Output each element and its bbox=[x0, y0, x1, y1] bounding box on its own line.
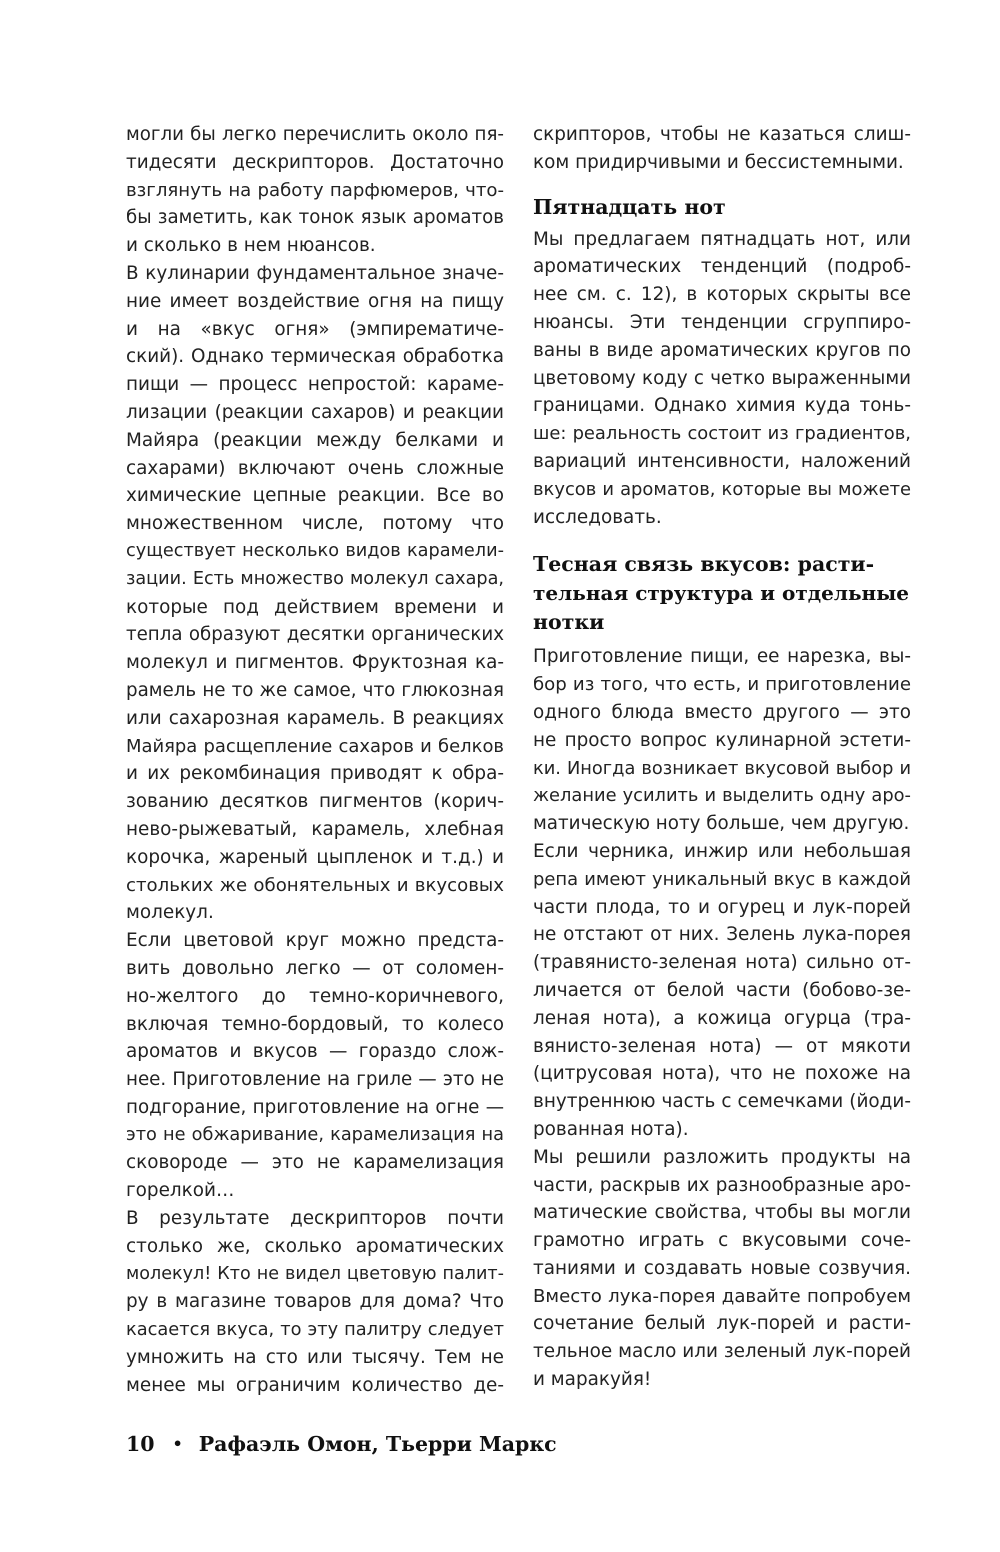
text-line: это не обжаривание, карамелизация на bbox=[126, 1124, 504, 1145]
text-line: (цитрусовая нота), что не похоже на bbox=[533, 1063, 911, 1085]
text-line: вкусов и ароматов, которые вы можете bbox=[533, 478, 911, 500]
text-line: зации. Есть множество молекул сахара, bbox=[126, 568, 504, 589]
text-line: но-желтого до темно-коричневого, bbox=[126, 985, 504, 1007]
text-line: рованная нота). bbox=[533, 1118, 689, 1140]
text-line: подгорание, приготовление на огне — bbox=[126, 1096, 504, 1118]
text-line: умножить на сто или тысячу. Тем не bbox=[126, 1347, 504, 1369]
text-line: бор из того, что есть, и приготовление bbox=[533, 674, 911, 696]
text-line: сахарами) включают очень сложные bbox=[126, 457, 504, 479]
text-line: вариаций интенсивности, наложений bbox=[533, 450, 911, 472]
text-line: ки. Иногда возникает вкусовой выбор и bbox=[533, 757, 911, 779]
text-line: не отстают от них. Зелень лука-порея bbox=[533, 924, 911, 946]
text-line: множественном числе, потому что bbox=[126, 513, 504, 535]
text-line: исследовать. bbox=[533, 506, 662, 528]
left-column bbox=[126, 121, 504, 1400]
text-line: внутреннюю часть с семечками (йоди- bbox=[533, 1091, 911, 1113]
footer-authors: Рафаэль Омон, Тьерри Маркс bbox=[198, 1432, 557, 1456]
text-line: лизации (реакции сахаров) и реакции bbox=[126, 401, 504, 423]
page-number: 10 bbox=[126, 1432, 155, 1456]
text-line: Майяра (реакции между белками и bbox=[126, 429, 504, 451]
text-line: тидесяти дескрипторов. Достаточно bbox=[126, 151, 504, 173]
text-line: Приготовление пищи, ее нарезка, вы- bbox=[533, 646, 911, 668]
text-line: репа имеют уникальный вкус в каждой bbox=[533, 868, 911, 890]
text-line: Мы предлагаем пятнадцать нот, или bbox=[533, 228, 911, 250]
text-line: и сколько в нем нюансов. bbox=[126, 235, 376, 257]
text-line: корочка, жареный цыпленок и т.д.) и bbox=[126, 846, 504, 868]
text-line: части плода, то и огурец и лук-порей bbox=[533, 896, 911, 918]
text-line: матические свойства, чтобы вы могли bbox=[533, 1202, 911, 1224]
text-line: таниями и создавать новые созвучия. bbox=[533, 1257, 911, 1279]
text-line: (травянисто-зеленая нота) сильно от- bbox=[533, 952, 911, 974]
text-line: границами. Однако химия куда тонь- bbox=[533, 395, 911, 417]
text-line: и их рекомбинация приводят к обра- bbox=[126, 763, 504, 785]
text-line: нево-рыжеватый, карамель, хлебная bbox=[126, 818, 504, 840]
text-line: столько же, сколько ароматических bbox=[126, 1235, 504, 1257]
text-line: леная нота), а кожица огурца (тра- bbox=[533, 1007, 911, 1029]
text-line: сковороде — это не карамелизация bbox=[126, 1152, 504, 1174]
text-line: взглянуть на работу парфюмеров, что- bbox=[126, 179, 504, 201]
section-heading-taste-connection bbox=[533, 550, 911, 637]
text-line: молекул! Кто не видел цветовую палит- bbox=[126, 1263, 504, 1284]
text-line: одного блюда вместо другого — это bbox=[533, 701, 911, 723]
text-line: части, раскрыв их разнообразные аро- bbox=[533, 1174, 911, 1196]
text-line: рамель не то же самое, что глюкозная bbox=[126, 679, 504, 701]
text-line: могли бы легко перечислить около пя- bbox=[126, 124, 504, 145]
page-footer bbox=[126, 1432, 557, 1456]
right-column bbox=[533, 121, 911, 1394]
text-line: тепла образуют десятки органических bbox=[126, 624, 504, 646]
text-line: химические цепные реакции. Все во bbox=[126, 485, 504, 507]
text-line: Если черника, инжир или небольшая bbox=[533, 840, 911, 862]
text-line: вянисто-зеленая нота) — от мякоти bbox=[533, 1035, 911, 1057]
text-line: ру в магазине товаров для дома? Что bbox=[126, 1291, 504, 1313]
text-line: бы заметить, как тонок язык ароматов bbox=[126, 207, 504, 229]
text-line: ше: реальность состоит из градиентов, bbox=[533, 423, 911, 445]
text-line: нее см. с. 12), в которых скрыты все bbox=[533, 284, 911, 306]
text-line: В кулинарии фундаментальное значе- bbox=[126, 262, 504, 284]
text-line: скрипторов, чтобы не казаться слиш- bbox=[533, 124, 911, 145]
text-line: ком придирчивыми и бессистемными. bbox=[533, 151, 904, 173]
text-line: тельное масло или зеленый лук-порей bbox=[533, 1341, 911, 1363]
text-line: ваны в виде ароматических кругов по bbox=[533, 339, 911, 361]
text-line: Вместо лука-порея давайте попробуем bbox=[533, 1285, 911, 1307]
text-line: стольких же обонятельных и вкусовых bbox=[126, 874, 504, 896]
bullet-separator: • bbox=[172, 1434, 183, 1453]
heading-line: нотки bbox=[533, 610, 605, 635]
text-line: сочетание белый лук-порей и расти- bbox=[533, 1313, 911, 1335]
text-line: горелкой… bbox=[126, 1180, 235, 1202]
text-line: В результате дескрипторов почти bbox=[126, 1208, 504, 1230]
text-line: которые под действием времени и bbox=[126, 596, 504, 618]
text-line: ние имеет воздействие огня на пищу bbox=[126, 290, 504, 312]
text-line: ский). Однако термическая обработка bbox=[126, 346, 504, 368]
text-line: молекул и пигментов. Фруктозная ка- bbox=[126, 652, 504, 674]
text-line: и на «вкус огня» (эмпирематиче- bbox=[126, 318, 504, 340]
text-line: Мы решили разложить продукты на bbox=[533, 1146, 911, 1168]
text-line: и маракуйя! bbox=[533, 1369, 652, 1391]
heading-line: тельная структура и отдельные bbox=[533, 581, 909, 606]
section-heading-fifteen-notes bbox=[533, 193, 911, 222]
text-line: нюансы. Эти тенденции сгруппиро- bbox=[533, 311, 911, 333]
text-line: грамотно играть с вкусовыми соче- bbox=[533, 1230, 911, 1252]
text-line: включая темно-бордовый, то колесо bbox=[126, 1013, 504, 1035]
text-line: Майяра расщепление сахаров и белков bbox=[126, 735, 504, 757]
text-line: вить довольно легко — от соломен- bbox=[126, 957, 504, 979]
text-line: менее мы ограничим количество де- bbox=[126, 1374, 504, 1396]
text-line: ароматов и вкусов — гораздо слож- bbox=[126, 1041, 504, 1063]
text-line: Если цветовой круг можно предста- bbox=[126, 930, 504, 952]
text-line: ароматических тенденций (подроб- bbox=[533, 256, 911, 278]
text-line: нее. Приготовление на гриле — это не bbox=[126, 1069, 504, 1091]
text-line: матическую ноту больше, чем другую. bbox=[533, 813, 910, 835]
text-line: не просто вопрос кулинарной эстети- bbox=[533, 729, 911, 751]
text-line: существует несколько видов карамели- bbox=[126, 540, 504, 561]
text-line: пищи — процесс непростой: караме- bbox=[126, 374, 504, 396]
text-line: цветовому коду с четко выраженными bbox=[533, 367, 911, 389]
text-line: желание усилить и выделить одну аро- bbox=[533, 785, 911, 807]
text-line: или сахарозная карамель. В реакциях bbox=[126, 707, 504, 729]
text-line: молекул. bbox=[126, 902, 214, 924]
text-line: зованию десятков пигментов (корич- bbox=[126, 791, 504, 813]
heading-line: Пятнадцать нот bbox=[533, 194, 726, 219]
text-line: касается вкуса, то эту палитру следует bbox=[126, 1319, 504, 1341]
heading-line: Тесная связь вкусов: расти- bbox=[533, 552, 875, 577]
text-line: личается от белой части (бобово-зе- bbox=[533, 979, 911, 1001]
